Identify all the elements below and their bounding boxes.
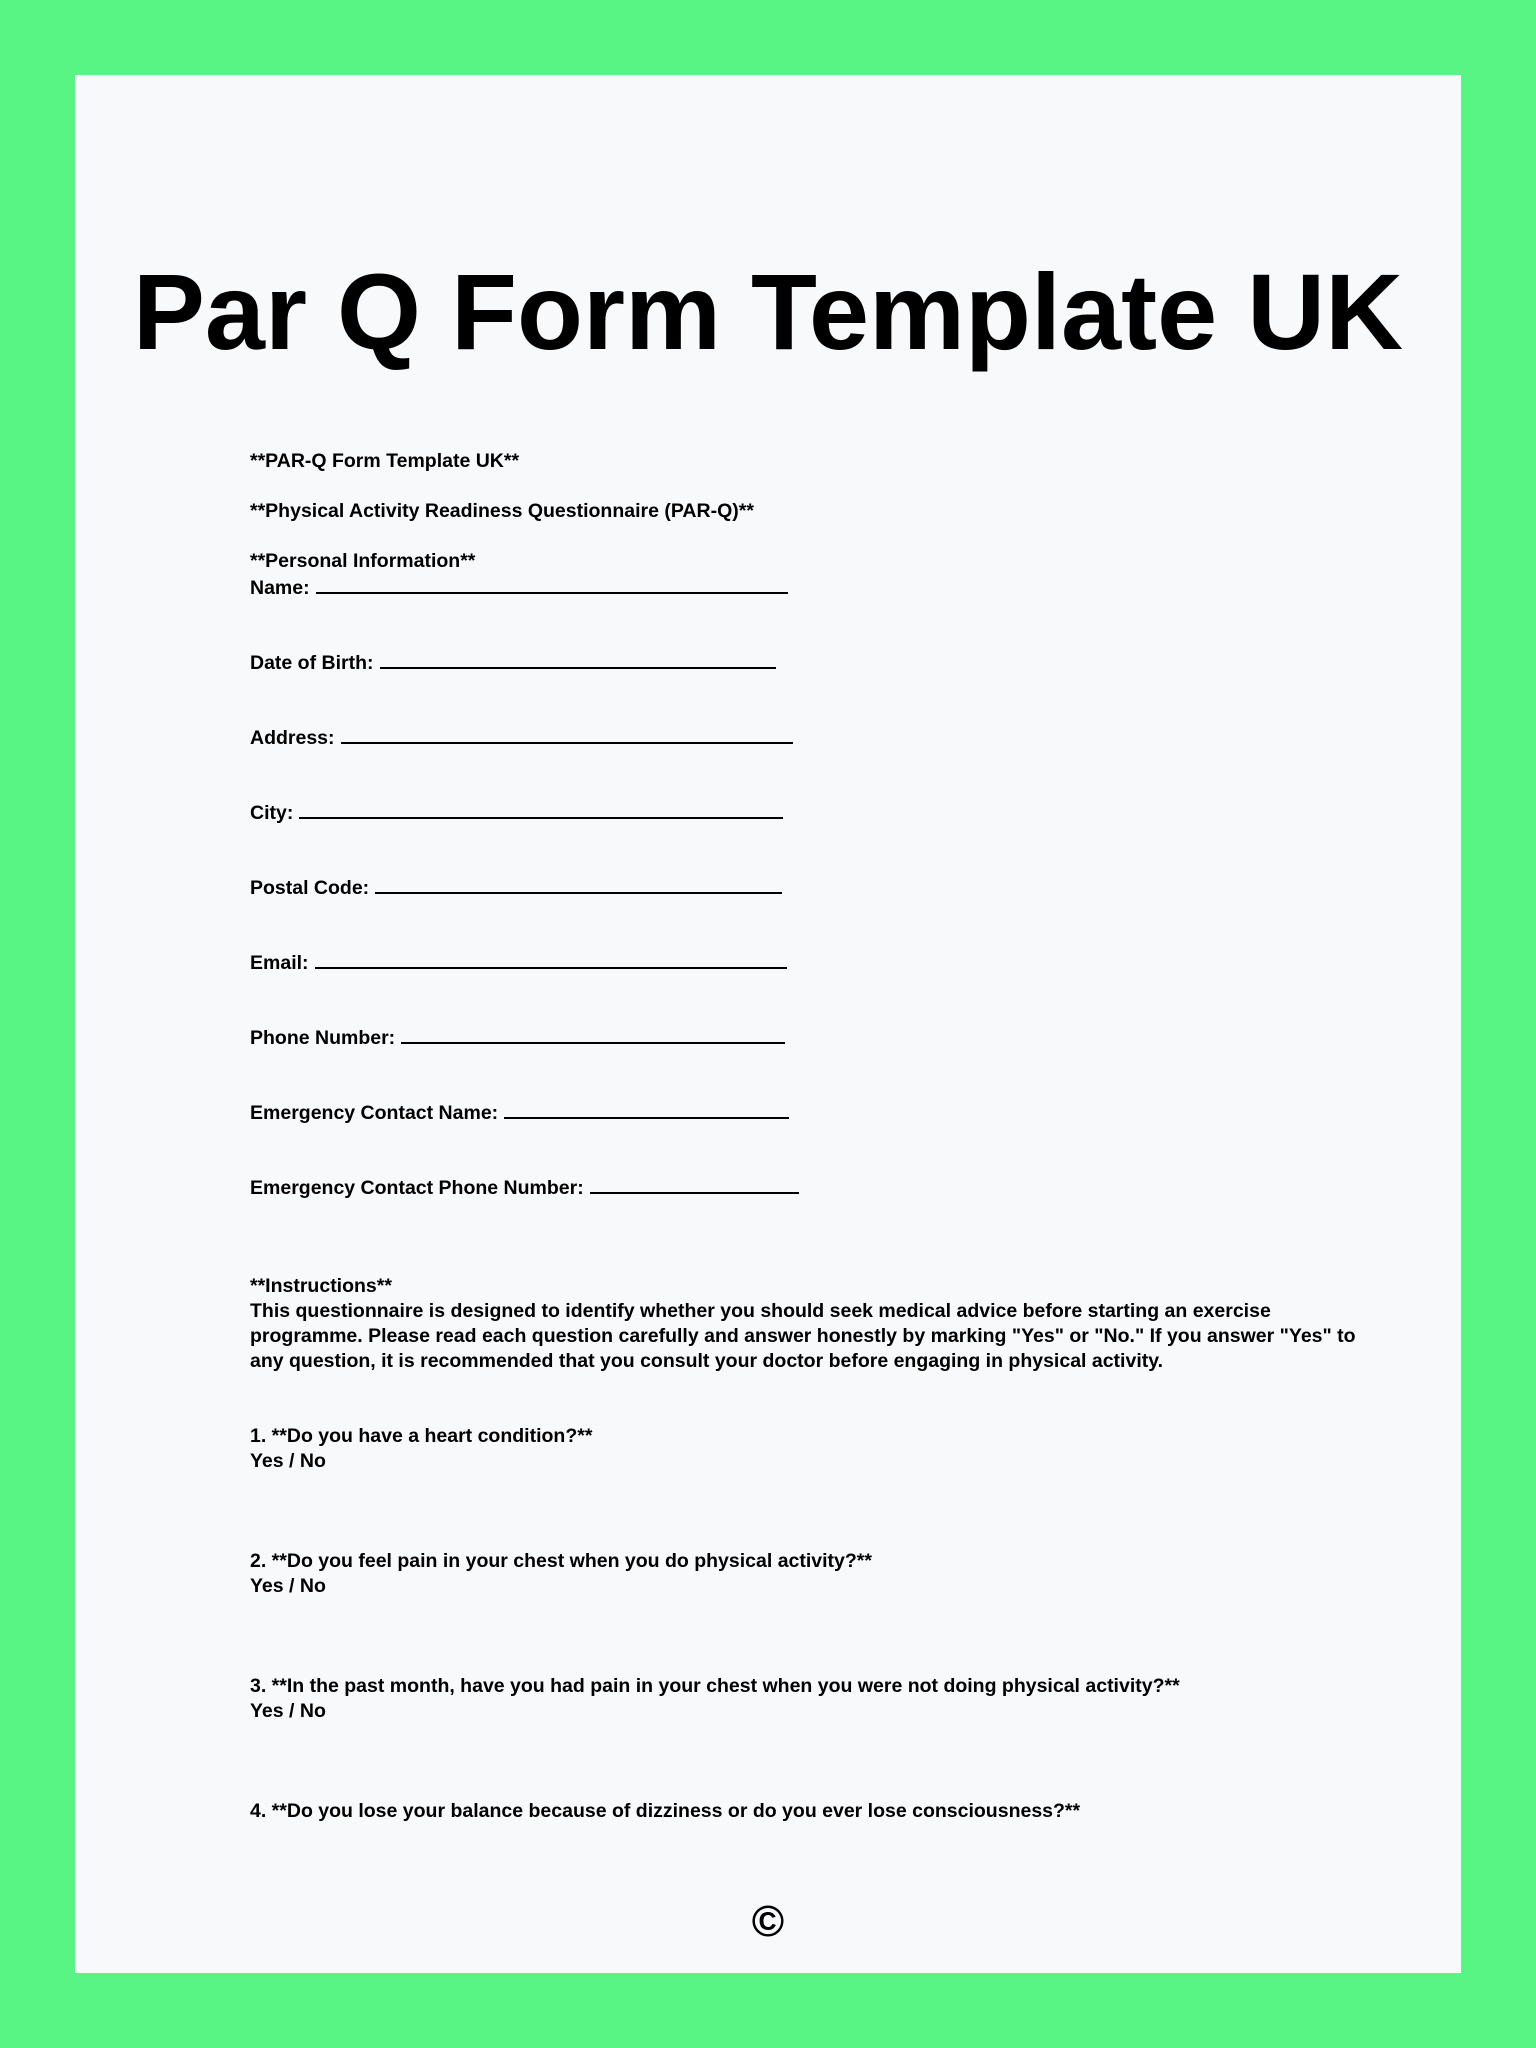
emergency-contact-name-input-line[interactable]	[504, 1099, 789, 1119]
phone-number-label: Phone Number:	[250, 1027, 396, 1049]
emergency-contact-name-label: Emergency Contact Name:	[250, 1102, 499, 1124]
doc-subheading: **Physical Activity Readiness Questionnaire (PAR-Q)**	[250, 500, 754, 522]
question-2: 2. **Do you feel pain in your chest when you do physical activity?**	[250, 1550, 872, 1572]
dob-label: Date of Birth:	[250, 652, 374, 674]
city-input-line[interactable]	[299, 799, 783, 819]
emergency-contact-phone-input-line[interactable]	[590, 1174, 799, 1194]
email-field[interactable]	[250, 949, 787, 976]
page-title: Par Q Form Template UK	[132, 251, 1404, 372]
postal-code-label: Postal Code:	[250, 877, 370, 899]
dob-field[interactable]	[250, 649, 776, 676]
city-field[interactable]	[250, 799, 783, 826]
city-label: City:	[250, 802, 294, 824]
question-1-answer[interactable]: Yes / No	[250, 1450, 326, 1472]
personal-info-heading: **Personal Information**	[250, 550, 476, 572]
postal-code-input-line[interactable]	[375, 874, 782, 894]
name-input-line[interactable]	[316, 574, 788, 594]
question-4: 4. **Do you lose your balance because of dizziness or do you ever lose consciousness?**	[250, 1800, 1081, 1822]
copyright-icon: ©	[751, 1897, 785, 1946]
emergency-contact-phone-label: Emergency Contact Phone Number:	[250, 1177, 584, 1199]
email-input-line[interactable]	[315, 949, 787, 969]
name-field[interactable]	[250, 574, 788, 601]
postal-code-field[interactable]	[250, 874, 782, 901]
instructions-text: This questionnaire is designed to identify whether you should seek medical advice before starting an exercise programme. Please read each question carefully and answer honestly by marking "Yes" or "No." If you answer "Yes" to any question, it is recommended that you consult your doctor before engaging in physical activity.	[250, 1300, 1356, 1372]
email-label: Email:	[250, 952, 309, 974]
address-field[interactable]	[250, 724, 793, 751]
question-3: 3. **In the past month, have you had pain in your chest when you were not doing physical activity?**	[250, 1675, 1180, 1697]
emergency-contact-phone-field[interactable]	[250, 1174, 799, 1201]
question-3-answer[interactable]: Yes / No	[250, 1700, 326, 1722]
phone-number-field[interactable]	[250, 1024, 785, 1051]
doc-heading: **PAR-Q Form Template UK**	[250, 450, 520, 472]
question-2-answer[interactable]: Yes / No	[250, 1575, 326, 1597]
name-label: Name:	[250, 577, 310, 599]
address-label: Address:	[250, 727, 335, 749]
phone-number-input-line[interactable]	[401, 1024, 785, 1044]
address-input-line[interactable]	[341, 724, 793, 744]
instructions-heading: **Instructions**	[250, 1275, 392, 1297]
emergency-contact-name-field[interactable]	[250, 1099, 789, 1126]
question-1: 1. **Do you have a heart condition?**	[250, 1425, 593, 1447]
document-page	[75, 75, 1461, 1973]
dob-input-line[interactable]	[380, 649, 776, 669]
